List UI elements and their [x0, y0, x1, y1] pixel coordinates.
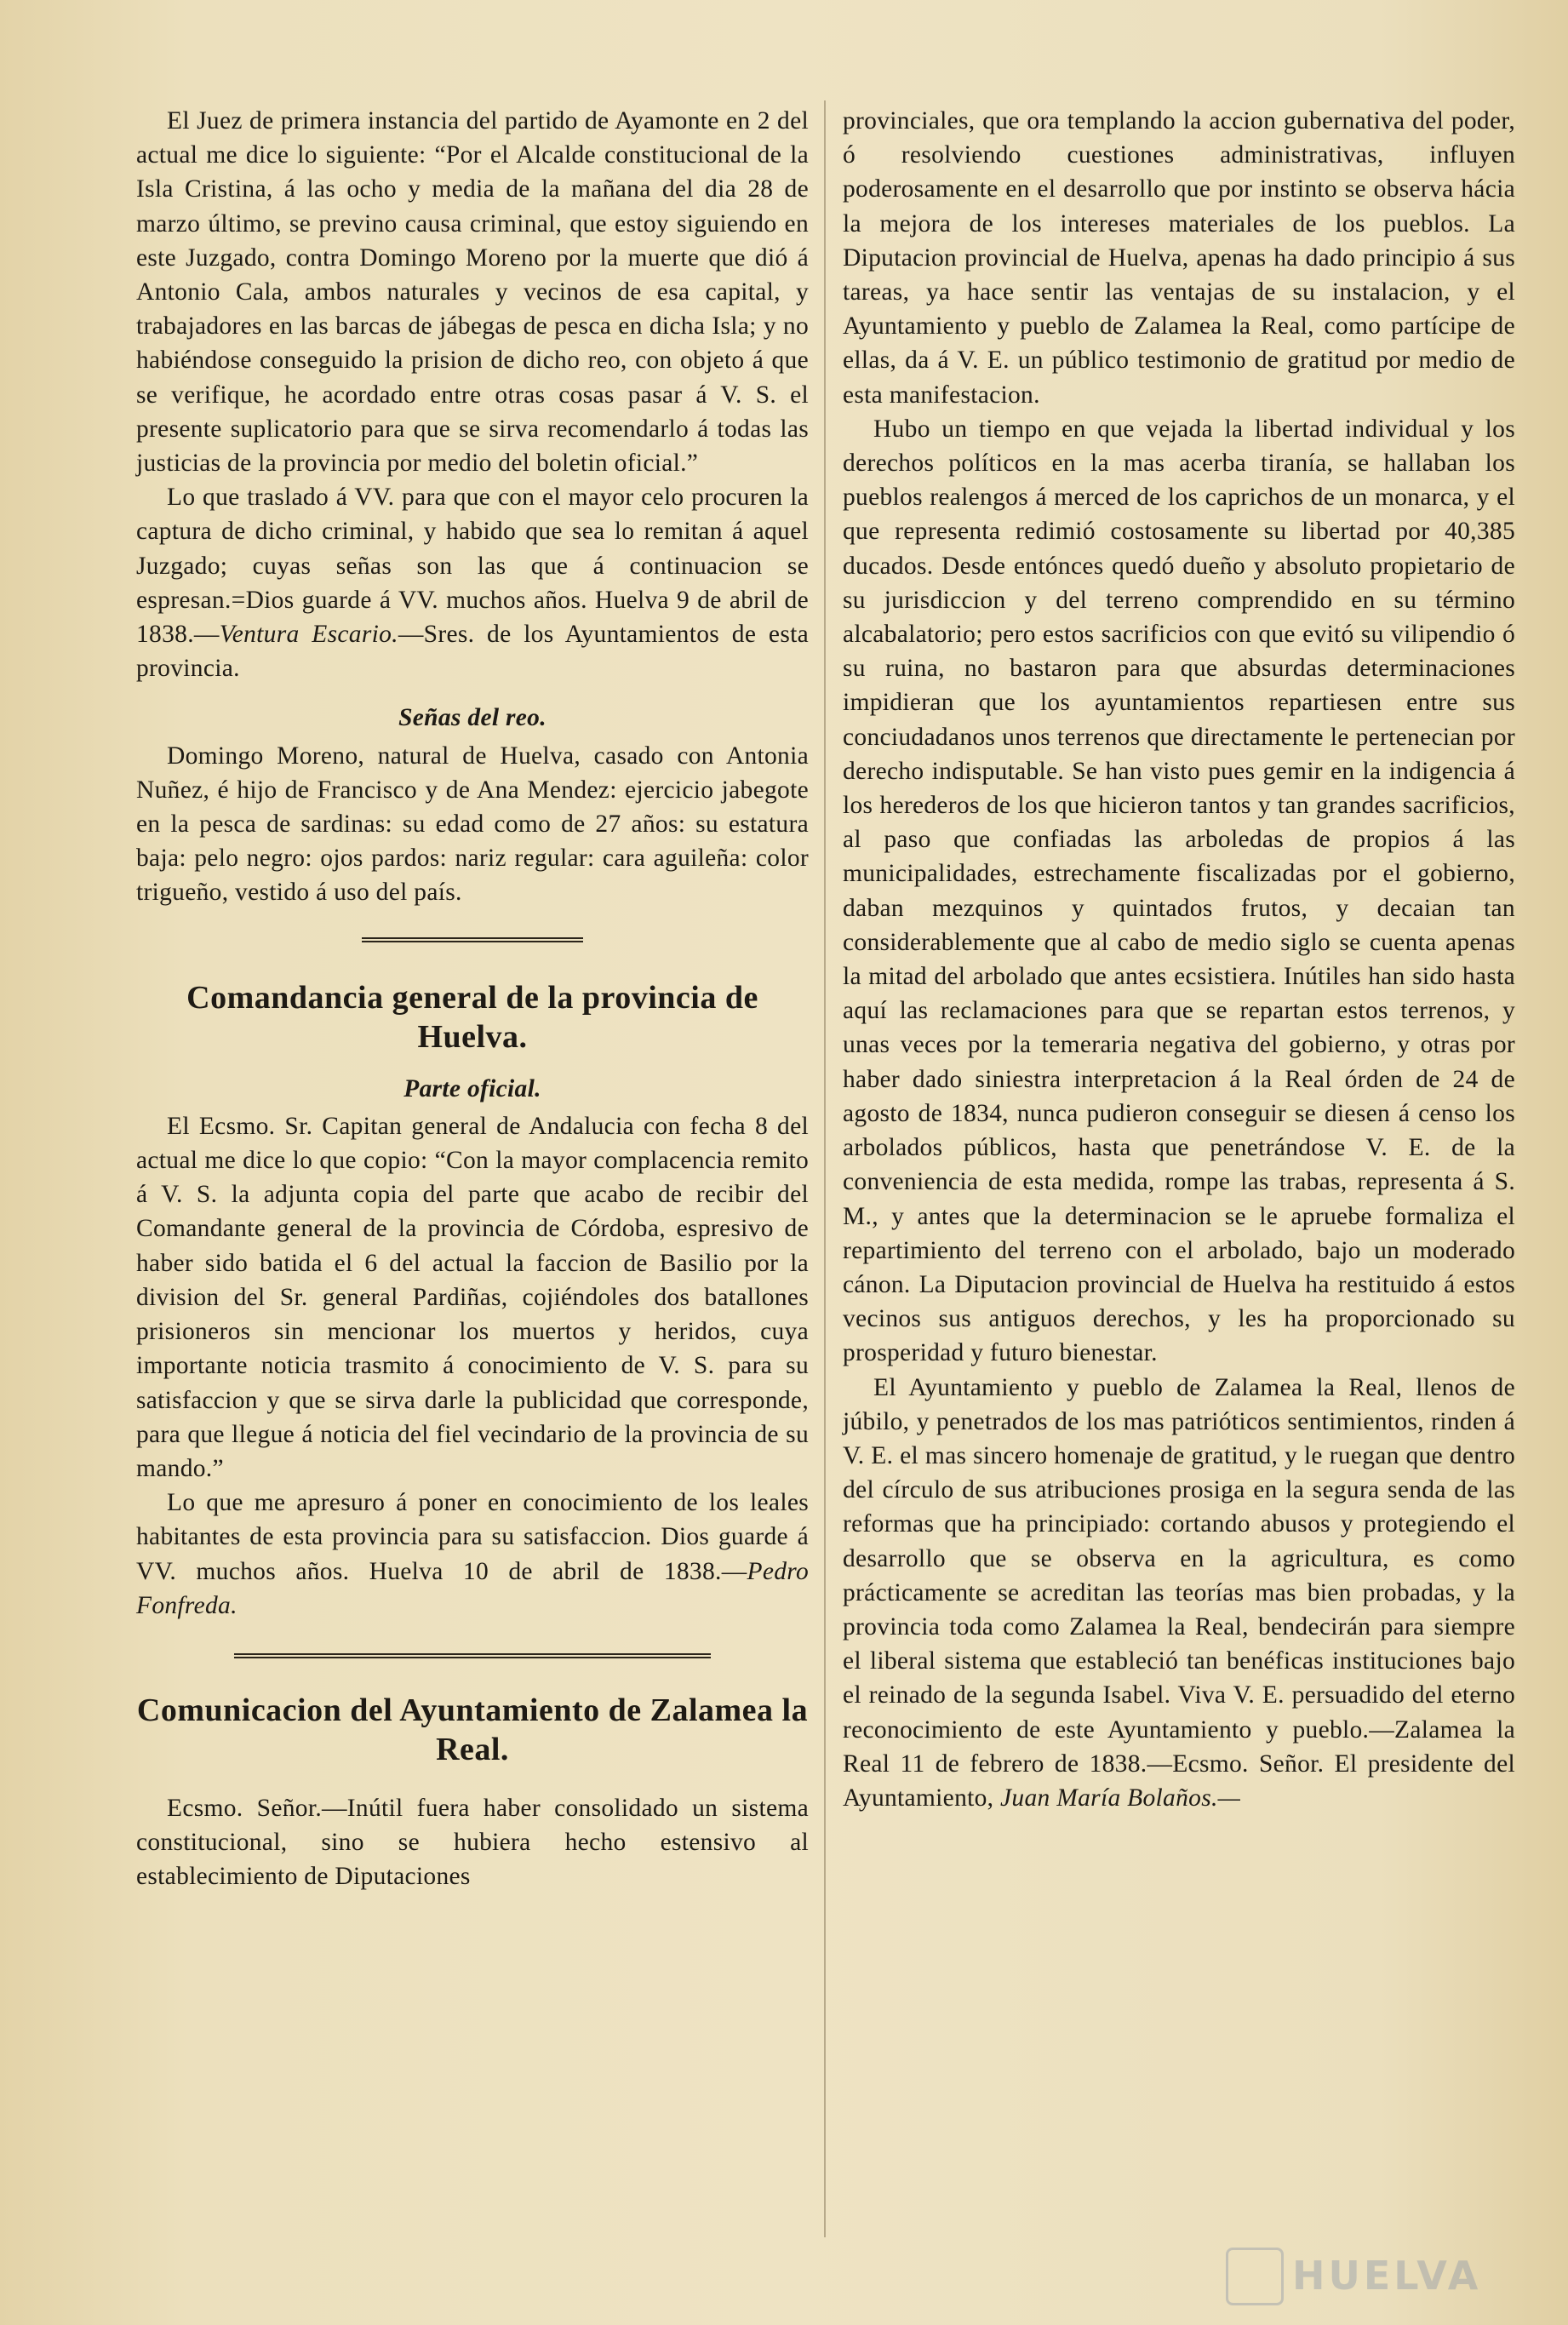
watermark-text: HUELVA	[1292, 2253, 1482, 2299]
comandancia-title: Comandancia general de la provincia de Huelva.	[186, 979, 758, 1055]
signature-escario: Ventura Escario.	[219, 621, 398, 649]
comunicacion-continuation: provinciales, que ora templando la accion gubernativa del poder, ó resolviendo cuestiones administrativas, influyen poderosamente en el desarrollo que por instinto se observa hácia la mejora de los intereses materiales de los pueblos. La Diputacion provincial de Huelva, apenas ha dado principio á sus tareas, ya hace sentir las ventajas de su instalacion, y el Ayuntamiento y pueblo de Zalamea la Real, como partícipe de ellas, da á V. E. un público testimonio de gratitud por medio de esta manifestacion.	[843, 107, 1515, 409]
gratitude-text: El Ayuntamiento y pueblo de Zalamea la Real, llenos de júbilo, y penetrados de los mas patrióticos sentimientos, rinden á V. E. el mas sincero homenaje de gratitud, y le ruegan que dentro del círculo de sus atribuciones prosiga en la segura senda de las reformas que ha principiado: cortando abusos y protegiendo el desarrollo que se observa en la agricultura, es como prácticamente se acreditan las teorías mas bien probadas, y la provincia toda como Zalamea la Real, bendecirán para siempre el liberal sistema que estableció tan benéficas instituciones bajo el reinado de la segunda Isabel. Viva V. E. persuadido del eterno reconocimiento de este Ayuntamiento y pueblo.—Zalamea la Real 11 de febrero de 1838.—Ecsmo. Señor. El presidente del Ayuntamiento,	[843, 1373, 1515, 1812]
left-column	[136, 104, 809, 1894]
archive-watermark	[1226, 2244, 1507, 2307]
senas-heading: Señas del reo.	[398, 704, 547, 732]
comunicacion-title: Comunicacion del Ayuntamiento de Zalamea la Real.	[136, 1692, 809, 1767]
senas-description: Domingo Moreno, natural de Huelva, casado con Antonia Nuñez, é hijo de Francisco y de Ana Mendez: ejercicio jabegote en la pesca de sardinas: su edad como de 27 años: su estatura baja: pelo negro: ojos pardos: nariz regular: cara aguileña: color trigueño, vestido á uso del país.	[136, 742, 809, 907]
captain-general-notice: El Ecsmo. Sr. Capitan general de Andalucia con fecha 8 del actual me dice lo que copio: “Con la mayor complacencia remito á V. S. la adjunta copia del parte que acabo de recibir del Comandante general de la provincia de Córdoba, espresivo de haber sido batida el 6 del actual la faccion de Basilio por la division del Sr. general Pardiñas, cojiéndoles dos batallones prisioneros sin mencionar los muertos y heridos, cuya importante noticia trasmito á conocimiento de V. S. para su satisfaccion y que se sirva darle la publicidad que corresponde, para que llegue á noticia del fiel vecindario de la provincia de su mando.”	[136, 1112, 809, 1482]
transfer-notice-tail: —Sres. de los Ayuntamientos de esta provincia.	[136, 621, 809, 683]
judge-notice: El Juez de primera instancia del partido de Ayamonte en 2 del actual me dice lo siguiente: “Por el Alcalde constitucional de la Isla Cristina, á las ocho y media de la mañana del dia 28 de marzo último, se previno causa criminal, que estoy siguiendo en este Juzgado, contra Domingo Moreno por la muerte que dió á Antonio Cala, ambos naturales y vecinos de esa capital, y trabajadores en las barcas de jábegas de pesca en dicha Isla; y no habiéndose conseguido la prision de dicho reo, con objeto á que se verifique, he acordado entre otras cosas pasar á V. S. el presente suplicatorio para que se sirva recomendarlo á todas las justicias de la provincia por medio del boletin oficial.”	[136, 107, 809, 478]
section-divider-long	[234, 1652, 711, 1660]
gratitude-paragraph	[843, 1371, 1515, 1816]
archive-logo-icon	[1226, 2248, 1284, 2305]
history-paragraph: Hubo un tiempo en que vejada la libertad individual y los derechos políticos en la mas acerba tiranía, se hallaban los pueblos realengos á merced de los caprichos de un monarca, y el que representa redimió costosamente su libertad por 40,385 ducados. Desde entónces quedó dueño y absoluto propietario de su jurisdiccion y del terreno comprendido en su término alcabalatorio; pero estos sacrificios con que evitó su vilipendio ó su ruina, no bastaron para que absurdas determinaciones impidieran que los ayuntamientos repartiesen entre sus conciudadanos unos terrenos que directamente le pertenecian por derecho indisputable. Se han visto pues gemir en la indigencia á los herederos de los que hicieron tantos y tan grandes sacrificios, al paso que confiadas las arboledas de propios á las municipalidades, estrechamente fiscalizadas por el gobierno, daban mezquinos y quintados frutos, y decaian tan considerablemente que al cabo de medio siglo se cuenta apenas la mitad del arbolado que antes ecsistiera. Inútiles han sido hasta aquí las reclamaciones para que se repartan estos terrenos, y unas veces por la temeraria negativa del gobierno, y otras por haber dado siniestra interpretacion á la Real órden de 24 de agosto de 1834, nunca pudieron conseguir se diesen á censo los arbolados públicos, hasta que penetrándose V. E. de la conveniencia de esta medida, rompe las trabas, representa á S. M., y antes que la determinacion se le apruebe formaliza el repartimiento del terreno con el arbolado, bajo un moderado cánon. La Diputacion provincial de Huelva ha restituido á estos vecinos sus antiguos derechos, y les ha proporcionado su prosperidad y futuro bienestar.	[843, 415, 1515, 1367]
comandancia-closing-text: Lo que me apresuro á poner en conocimiento de los leales habitantes de esta provincia para su satisfaccion. Dios guarde á VV. muchos años. Huelva 10 de abril de 1838.—	[136, 1489, 809, 1585]
comunicacion-opening: Ecsmo. Señor.—Inútil fuera haber consolidado un sistema constitucional, sino se hubiera hecho estensivo al establecimiento de Diputaciones	[136, 1794, 809, 1891]
comandancia-closing	[136, 1486, 809, 1623]
right-column	[843, 104, 1515, 1815]
section-divider	[362, 936, 583, 944]
transfer-notice	[136, 480, 809, 685]
signature-fonfreda: Pedro Fonfreda.	[136, 1557, 809, 1619]
parte-oficial-heading: Parte oficial.	[403, 1074, 541, 1102]
transfer-notice-text: Lo que traslado á VV. para que con el mayor celo procuren la captura de dicho criminal, y habido que sea lo remitan á aquel Juzgado; cuyas señas son las que á continuacion se espresan.=Dios guarde á VV. muchos años. Huelva 9 de abril de 1838.—	[136, 484, 809, 649]
column-rule	[824, 100, 826, 2237]
signature-bolanos: Juan María Bolaños.—	[1000, 1784, 1241, 1812]
